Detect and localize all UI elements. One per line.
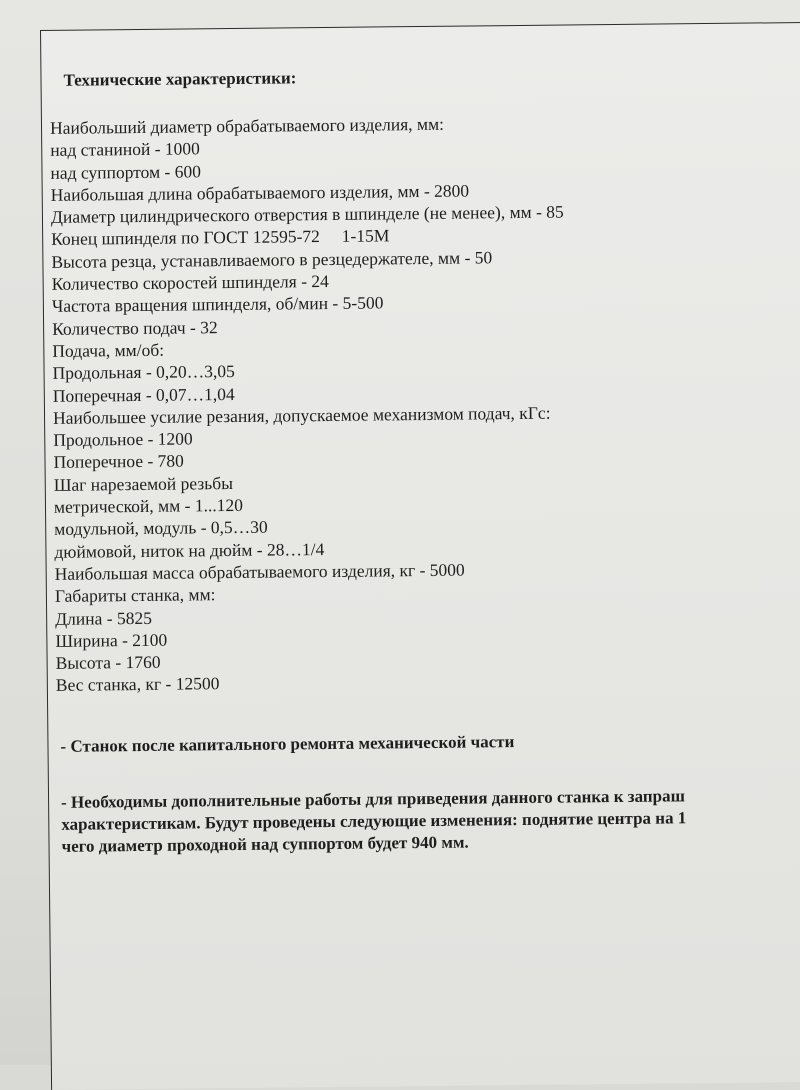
spec-line: Продольное - 1200 bbox=[53, 428, 193, 451]
spec-line: Подача, мм/об: bbox=[52, 339, 165, 361]
spec-line: Количество подач - 32 bbox=[52, 316, 218, 339]
spec-line: Поперечное - 780 bbox=[53, 450, 184, 473]
section-heading: Технические характеристики: bbox=[63, 68, 297, 90]
note-line: характеристикам. Будут проведены следующие изменения: поднятие центра на 1 bbox=[61, 808, 687, 834]
spec-line: Высота резца, устанавливаемого в резцедержателе, мм - 50 bbox=[51, 247, 493, 272]
spec-line: Поперечная - 0,07…1,04 bbox=[52, 383, 235, 406]
spec-line: метрической, мм - 1...120 bbox=[53, 494, 244, 517]
spec-line: Ширина - 2100 bbox=[55, 629, 168, 651]
spec-line: модульной, модуль - 0,5…30 bbox=[54, 516, 268, 540]
specifications-list bbox=[50, 112, 569, 697]
spec-line: Продольная - 0,20…3,05 bbox=[52, 361, 235, 384]
spec-line: Количество скоростей шпинделя - 24 bbox=[51, 271, 329, 294]
spec-line: Наибольший диаметр обрабатываемого изделия, мм: bbox=[49, 113, 445, 138]
spec-line: Наибольшая длина обрабатываемого изделия, мм - 2800 bbox=[50, 180, 470, 205]
spec-line: Конец шпинделя по ГОСТ 12595-72 1-15М bbox=[51, 225, 390, 250]
spec-line: дюймовой, ниток на дюйм - 28…1/4 bbox=[54, 538, 325, 562]
spec-line: Шаг нарезаемой резьбы bbox=[53, 472, 233, 495]
spec-line: Габариты станка, мм: bbox=[54, 584, 216, 607]
note-line: - Необходимы дополнительные работы для приведения данного станка к запраш bbox=[60, 786, 686, 812]
spec-line: Диаметр цилиндрического отверстия в шпинделе (не менее), мм - 85 bbox=[50, 201, 564, 228]
repair-note: - Станок после капитального ремонта механической части bbox=[60, 732, 515, 756]
spec-line: Высота - 1760 bbox=[55, 651, 161, 673]
note-line: чего диаметр проходной над суппортом будет 940 мм. bbox=[61, 832, 469, 856]
spec-line: Вес станка, кг - 12500 bbox=[55, 673, 220, 696]
spec-line: над станиной - 1000 bbox=[50, 138, 200, 161]
spec-line: над суппортом - 600 bbox=[50, 160, 202, 183]
spec-line: Наибольшее усилие резания, допускаемое механизмом подач, кГс: bbox=[52, 402, 551, 428]
spec-line: Длина - 5825 bbox=[55, 607, 153, 629]
spec-line: Наибольшая масса обрабатываемого изделия, кг - 5000 bbox=[54, 559, 465, 584]
paper-sheet bbox=[40, 21, 800, 1090]
additional-work-note bbox=[61, 785, 687, 858]
spec-line: Частота вращения шпинделя, об/мин - 5-500 bbox=[51, 292, 384, 317]
